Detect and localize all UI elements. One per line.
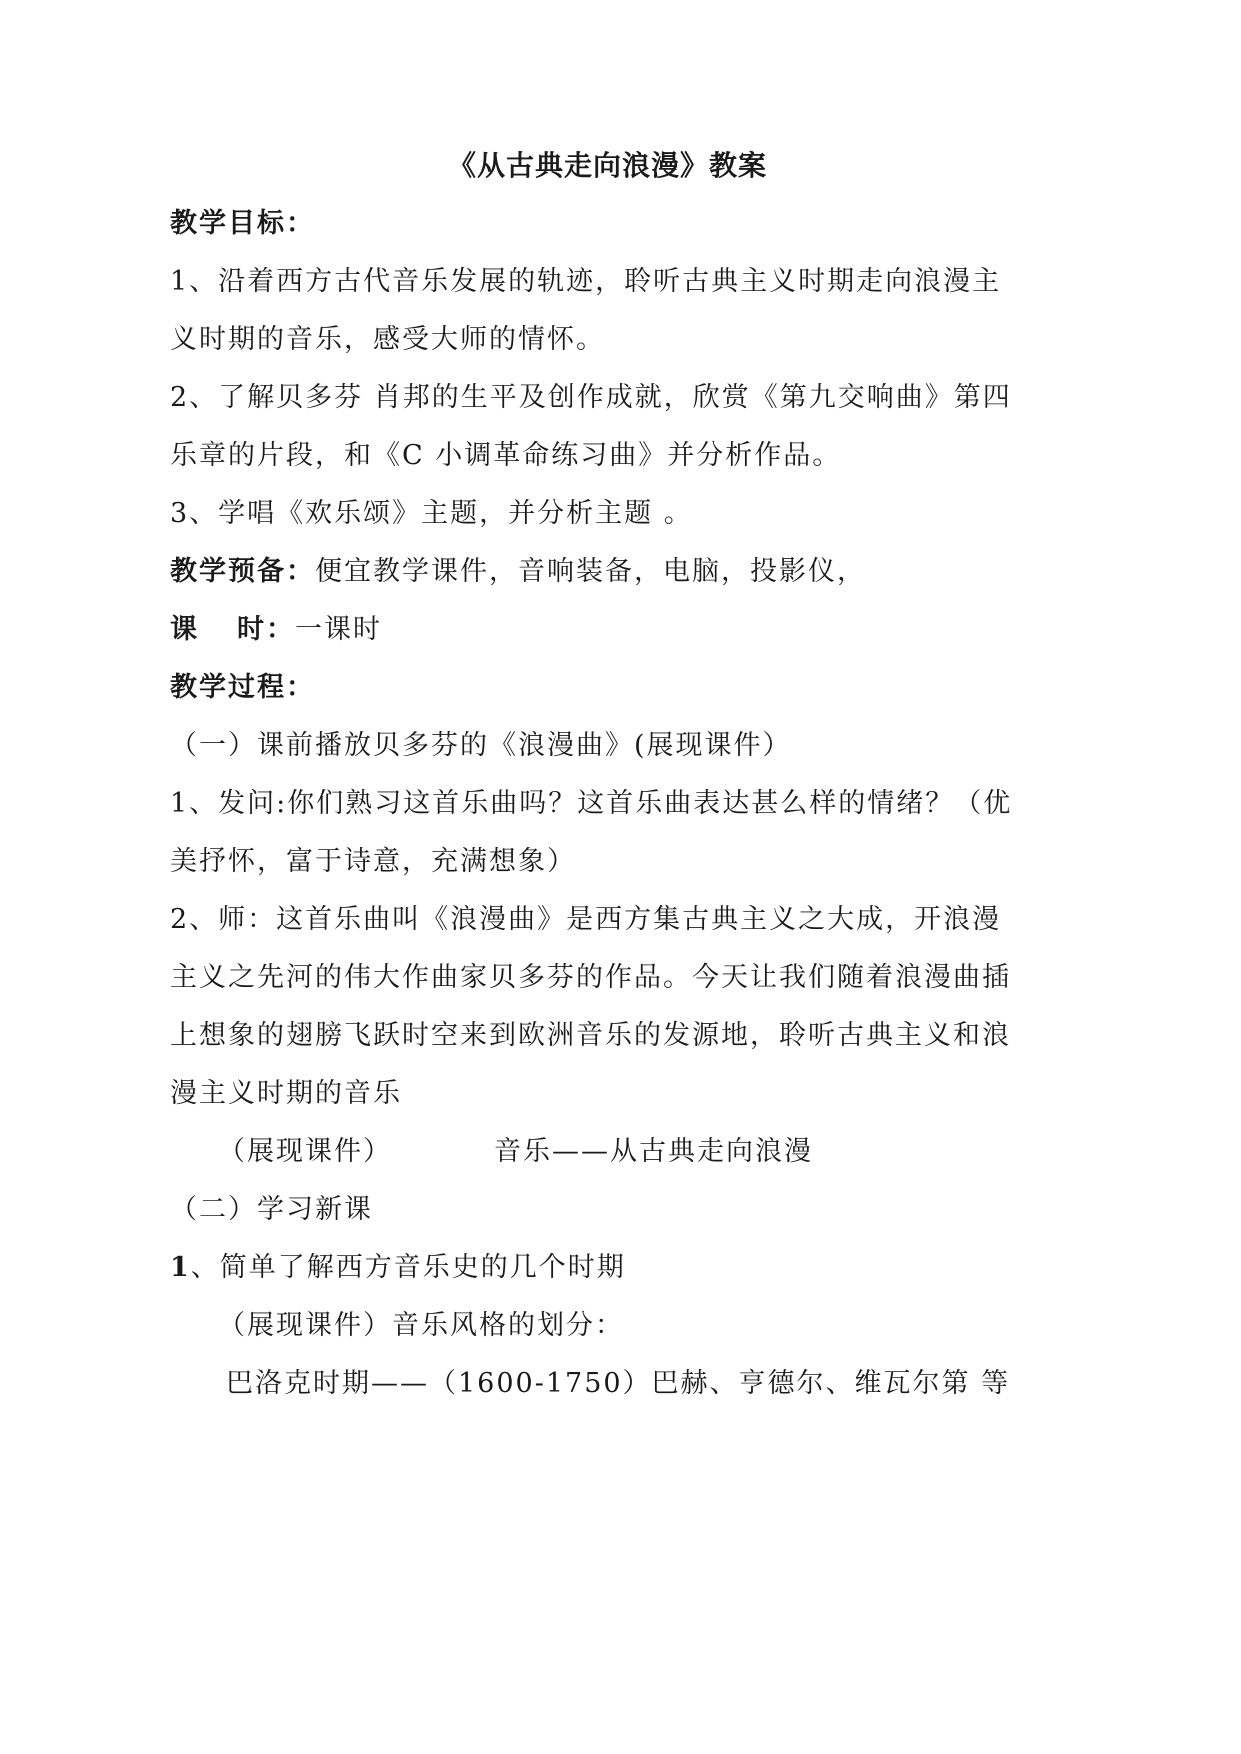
section-1-heading: （一）课前播放贝多芬的《浪漫曲》(展现课件） — [170, 730, 792, 761]
period-label-a: 课 — [170, 614, 199, 645]
prep-text: 便宜教学课件，音响装备，电脑，投影仪， — [315, 556, 866, 587]
question-1-line-1: 1、发问:你们熟习这首乐曲吗？这首乐曲表达甚么样的情绪？（优 — [170, 788, 1013, 819]
prep-line — [170, 552, 866, 592]
new-lesson-item-1 — [170, 1248, 626, 1288]
show-courseware-title: 音乐——从古典走向浪漫 — [494, 1136, 813, 1167]
period-label-b: 时： — [237, 614, 295, 645]
question-1-line-2: 美抒怀，富于诗意，充满想象） — [170, 846, 576, 877]
goal-2-line-2: 乐章的片段，和《C 小调革命练习曲》并分析作品。 — [170, 440, 842, 471]
page-title: 《从古典走向浪漫》教案 — [448, 149, 768, 182]
goal-3: 3、学唱《欢乐颂》主题，并分析主题 。 — [170, 498, 693, 529]
teacher-2-line-4: 漫主义时期的音乐 — [170, 1078, 402, 1109]
new-lesson-item-1-text: 、简单了解西方音乐史的几个时期 — [190, 1252, 626, 1283]
period-text: 一课时 — [295, 614, 382, 645]
period-line — [170, 610, 382, 650]
goals-heading: 教学目标： — [170, 208, 315, 239]
new-lesson-item-1-number: 1 — [170, 1252, 191, 1283]
section-2-heading: （二）学习新课 — [170, 1194, 373, 1225]
show-courseware-label: （展现课件） — [218, 1136, 392, 1167]
goal-2-line-1: 2、了解贝多芬 肖邦的生平及创作成就，欣赏《第九交响曲》第四 — [170, 382, 1012, 413]
process-heading: 教学过程： — [170, 672, 315, 703]
baroque-period-line: 巴洛克时期——（1600-1750）巴赫、亨德尔、维瓦尔第 等 — [226, 1368, 1011, 1399]
goal-1-line-2: 义时期的音乐，感受大师的情怀。 — [170, 324, 605, 355]
style-division-line: （展现课件）音乐风格的划分： — [218, 1310, 624, 1341]
goal-1-line-1: 1、沿着西方古代音乐发展的轨迹，聆听古典主义时期走向浪漫主 — [170, 266, 1002, 297]
prep-label: 教学预备： — [170, 556, 315, 587]
teacher-2-line-3: 上想象的翅膀飞跃时空来到欧洲音乐的发源地，聆听古典主义和浪 — [170, 1020, 1011, 1051]
teacher-2-line-2: 主义之先河的伟大作曲家贝多芬的作品。今天让我们随着浪漫曲插 — [170, 962, 1011, 993]
teacher-2-line-1: 2、师：这首乐曲叫《浪漫曲》是西方集古典主义之大成，开浪漫 — [170, 904, 1002, 935]
